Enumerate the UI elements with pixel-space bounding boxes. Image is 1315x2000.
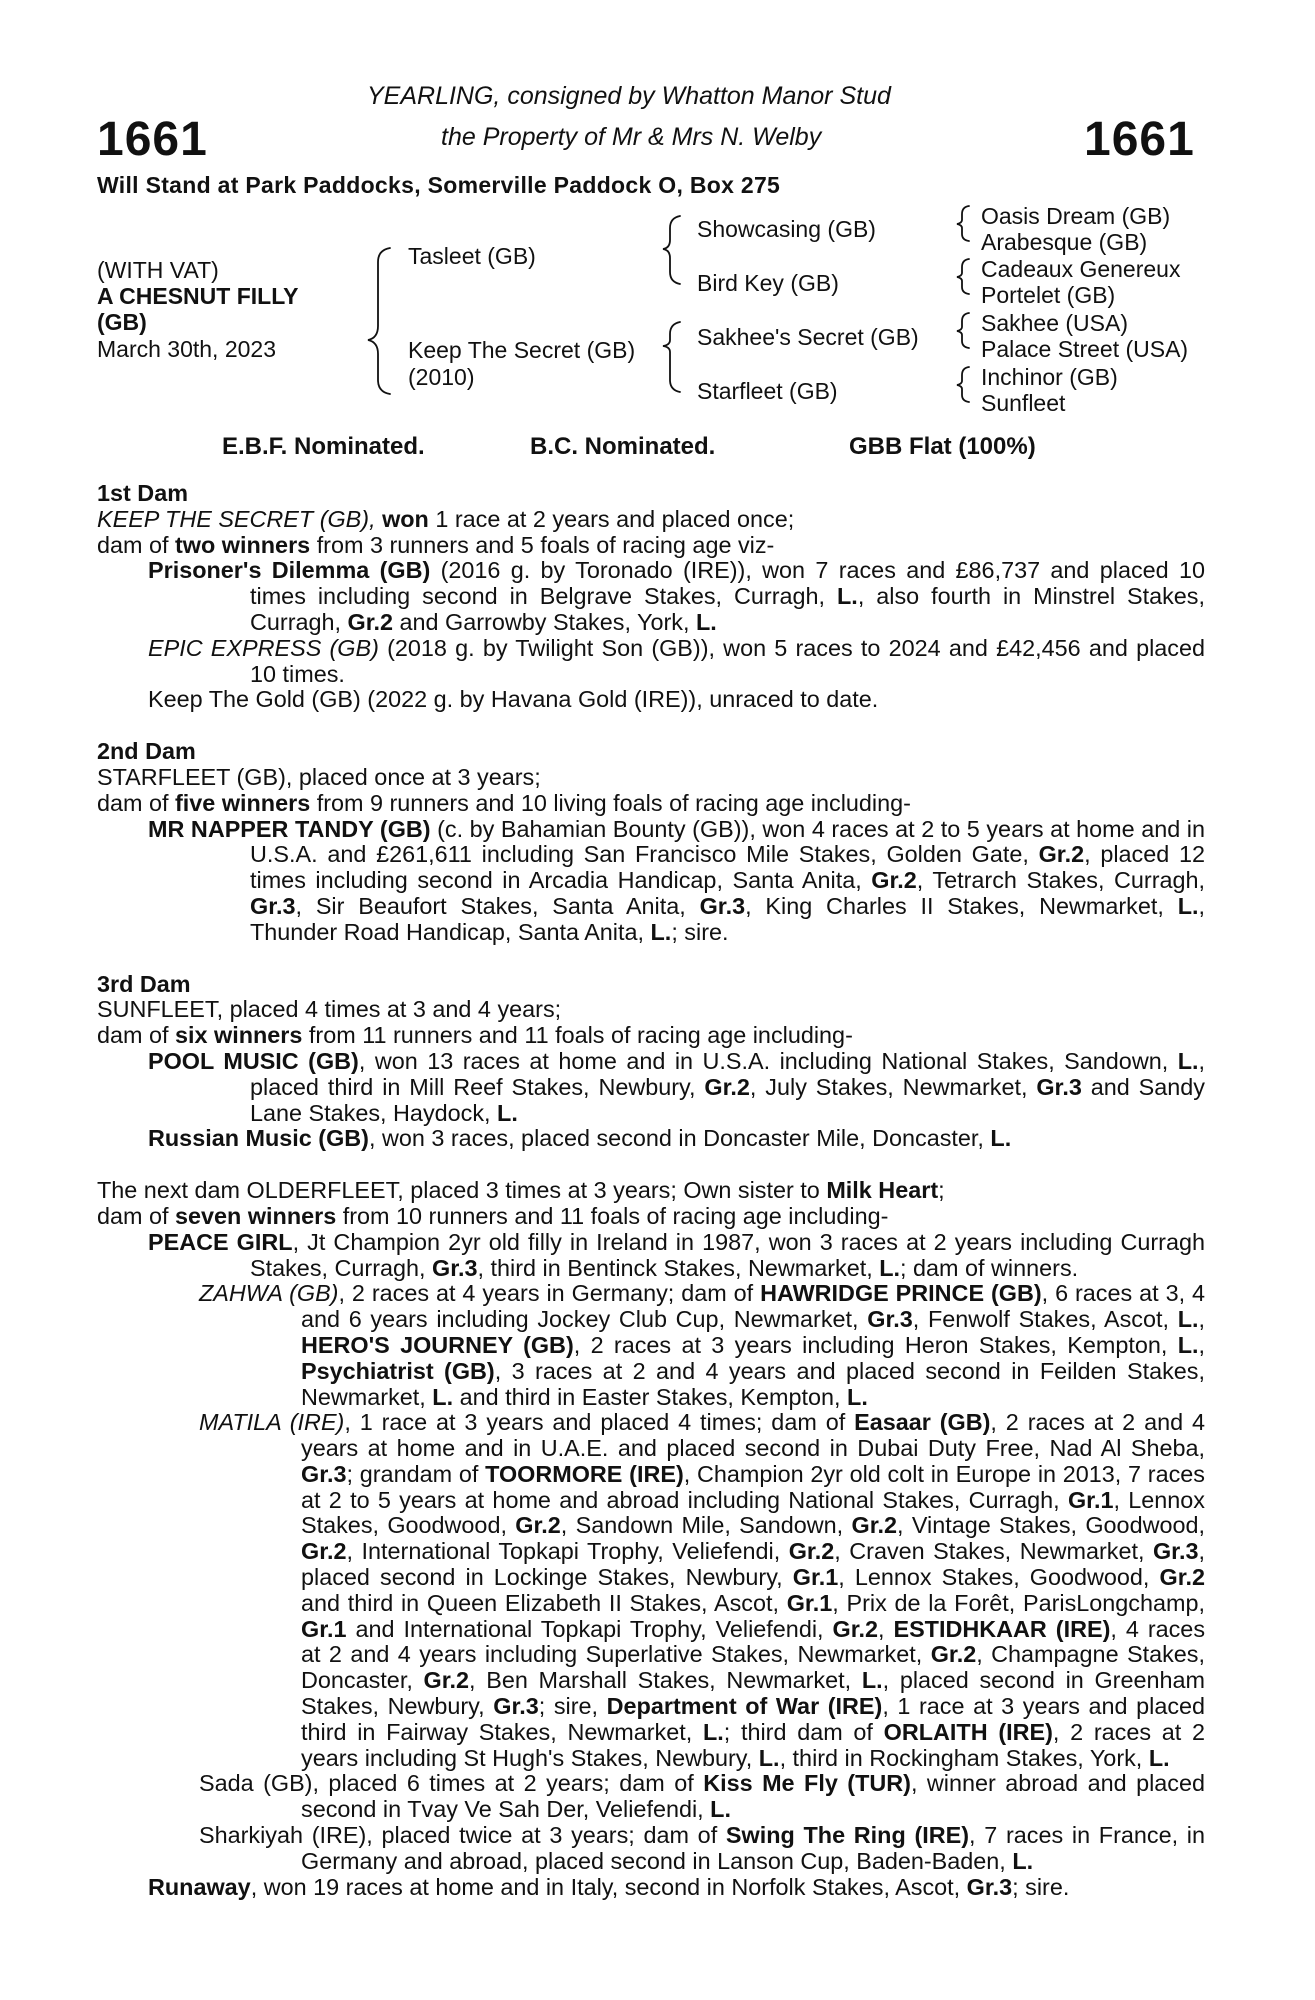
first-dam-line: KEEP THE SECRET (GB), won 1 race at 2 years and placed once; bbox=[97, 505, 795, 532]
produce-entry: Russian Music (GB), won 3 races, placed second in Doncaster Mile, Doncaster, L. bbox=[148, 1125, 1012, 1152]
produce-entry: Sada (GB), placed 6 times at 2 years; dam of Kiss Me Fly (TUR), winner abroad and placed second in Tvay Ve Sah Der, Veliefendi, L. bbox=[199, 1770, 1206, 1823]
pedigree-ggs-3: Sakhee (USA) bbox=[981, 310, 1129, 336]
second-dam-line: STARFLEET (GB), placed once at 3 years; bbox=[97, 763, 541, 790]
pedigree-dam-sire: Sakhee's Secret (GB) bbox=[697, 324, 919, 350]
produce-entry: EPIC EXPRESS (GB) (2018 g. by Twilight Son (GB)), won 5 races to 2024 and £42,456 and placed 10 times. bbox=[148, 634, 1205, 687]
gbb-flat: GBB Flat (100%) bbox=[849, 433, 1036, 460]
ebf-nomination: E.B.F. Nominated. bbox=[222, 433, 425, 460]
pedigree-dam-dam: Starfleet (GB) bbox=[697, 378, 838, 404]
pedigree-ggd-1: Arabesque (GB) bbox=[981, 229, 1148, 255]
first-dam-heading: 1st Dam bbox=[97, 480, 189, 506]
pedigree-sire: Tasleet (GB) bbox=[408, 243, 536, 269]
lot-description: A CHESNUT FILLY bbox=[97, 283, 299, 309]
produce-entry: Keep The Gold (GB) (2022 g. by Havana Gold (IRE)), unraced to date. bbox=[148, 686, 879, 713]
produce-entry: ZAHWA (GB), 2 races at 4 years in Germany; dam of HAWRIDGE PRINCE (GB), 6 races at 3, 4 and 6 years including Jockey Club Cup, Newmarket, Gr.3, Fenwolf Stakes, Ascot, L., HERO'S JOURNEY (GB), 2 races at 3 years including Heron Stakes, Kempton, L., Psychiatrist (GB), 3 races at 2 and 4 years and placed second in Feilden Stakes, Newmarket, L. and third in Easter Stakes, Kempton, L. bbox=[199, 1280, 1206, 1410]
third-dam-heading: 3rd Dam bbox=[97, 970, 191, 997]
produce-entry: Prisoner's Dilemma (GB) (2016 g. by Toronado (IRE)), won 7 races and £86,737 and placed 10 times including second in Belgrave Stakes, Curragh, L., also fourth in Minstrel Stakes, Curragh, Gr.2 and Garrowby Stakes, York, L. bbox=[148, 557, 1206, 635]
second-dam-heading: 2nd Dam bbox=[97, 738, 196, 765]
pedigree-dam-year: (2010) bbox=[408, 364, 475, 390]
next-dam-produce: dam of seven winners from 10 runners and 11 foals of racing age including- bbox=[97, 1202, 889, 1229]
vat-note: (WITH VAT) bbox=[97, 257, 219, 283]
next-dam-line: The next dam OLDERFLEET, placed 3 times at 3 years; Own sister to Milk Heart; bbox=[97, 1177, 945, 1204]
bc-nomination: B.C. Nominated. bbox=[530, 433, 716, 460]
pedigree-ggd-3: Palace Street (USA) bbox=[981, 336, 1189, 362]
produce-entry: Sharkiyah (IRE), placed twice at 3 years; dam of Swing The Ring (IRE), 7 races in France, in Germany and abroad, placed second in Lanson Cup, Baden-Baden, L. bbox=[199, 1822, 1206, 1874]
lot-description-country: (GB) bbox=[97, 309, 147, 335]
pedigree-sire-sire: Showcasing (GB) bbox=[697, 216, 876, 242]
produce-entry: MR NAPPER TANDY (GB) (c. by Bahamian Bounty (GB)), won 4 races at 2 to 5 years at home and in U.S.A. and £261,611 including San Francisco Mile Stakes, Golden Gate, Gr.2, placed 12 times including second in Arcadia Handicap, Santa Anita, Gr.2, Tetrarch Stakes, Curragh, Gr.3, Sir Beaufort Stakes, Santa Anita, Gr.3, King Charles II Stakes, Newmarket, L., Thunder Road Handicap, Santa Anita, L.; sire. bbox=[148, 815, 1206, 945]
produce-entry: POOL MUSIC (GB), won 13 races at home and in U.S.A. including National Stakes, Sandown, L., placed third in Mill Reef Stakes, Newbury, Gr.2, July Stakes, Newmarket, Gr.3 and Sandy Lane Stakes, Haydock, L. bbox=[148, 1047, 1206, 1126]
second-dam-produce: dam of five winners from 9 runners and 10 living foals of racing age including- bbox=[97, 789, 911, 816]
third-dam-line: SUNFLEET, placed 4 times at 3 and 4 years; bbox=[97, 996, 562, 1023]
pedigree-ggs-2: Cadeaux Genereux bbox=[981, 256, 1181, 282]
consignor-line: YEARLING, consigned by Whatton Manor Stud bbox=[367, 82, 891, 110]
first-dam-produce: dam of two winners from 3 runners and 5 foals of racing age viz- bbox=[97, 531, 775, 558]
lot-number-right: 1661 bbox=[1084, 113, 1195, 166]
pedigree-ggs-4: Inchinor (GB) bbox=[981, 364, 1118, 390]
foaling-date: March 30th, 2023 bbox=[97, 336, 277, 362]
produce-entry: PEACE GIRL, Jt Champion 2yr old filly in Ireland in 1987, won 3 races at 2 years including Curragh Stakes, Curragh, Gr.3, third in Bentinck Stakes, Newmarket, L.; dam of winners. bbox=[148, 1228, 1205, 1281]
pedigree-dam: Keep The Secret (GB) bbox=[408, 337, 636, 363]
lot-number-left: 1661 bbox=[97, 113, 208, 166]
pedigree-ggd-4: Sunfleet bbox=[981, 390, 1066, 416]
third-dam-produce: dam of six winners from 11 runners and 11 foals of racing age including- bbox=[97, 1022, 853, 1049]
produce-record bbox=[97, 481, 1205, 1900]
property-line: the Property of Mr & Mrs N. Welby bbox=[441, 123, 822, 151]
pedigree-ggs-1: Oasis Dream (GB) bbox=[981, 203, 1171, 229]
produce-entry: Runaway, won 19 races at home and in Italy, second in Norfolk Stakes, Ascot, Gr.3; sire. bbox=[148, 1873, 1070, 1900]
pedigree-sire-dam: Bird Key (GB) bbox=[697, 270, 839, 296]
stand-location: Will Stand at Park Paddocks, Somerville Paddock O, Box 275 bbox=[97, 172, 781, 198]
pedigree-ggd-2: Portelet (GB) bbox=[981, 282, 1116, 308]
produce-entry: MATILA (IRE), 1 race at 3 years and placed 4 times; dam of Easaar (GB), 2 races at 2 and 4 years at home and in U.A.E. and placed second in Dubai Duty Free, Nad Al Sheba, Gr.3; grandam of TOORMORE (IRE), Champion 2yr old colt in Europe in 2013, 7 races at 2 to 5 years at home and abroad including National Stakes, Curragh, Gr.1, Lennox Stakes, Goodwood, Gr.2, Sandown Mile, Sandown, Gr.2, Vintage Stakes, Goodwood, Gr.2, International Topkapi Trophy, Veliefendi, Gr.2, Craven Stakes, Newmarket, Gr.3, placed second in Lockinge Stakes, Newbury, Gr.1, Lennox Stakes, Goodwood, Gr.2 and third in Queen Elizabeth II Stakes, Ascot, Gr.1, Prix de la Forêt, ParisLongchamp, Gr.1 and International Topkapi Trophy, Veliefendi, Gr.2, ESTIDHKAAR (IRE), 4 races at 2 and 4 years including Superlative Stakes, Newmarket, Gr.2, Champagne Stakes, Doncaster, Gr.2, Ben Marshall Stakes, Newmarket, L., placed second in Greenham Stakes, Newbury, Gr.3; sire, Department of War (IRE), 1 race at 3 years and placed third in Fairway Stakes, Newmarket, L.; third dam of ORLAITH (IRE), 2 races at 2 years including St Hugh's Stakes, Newbury, L., third in Rockingham Stakes, York, L. bbox=[199, 1409, 1206, 1771]
